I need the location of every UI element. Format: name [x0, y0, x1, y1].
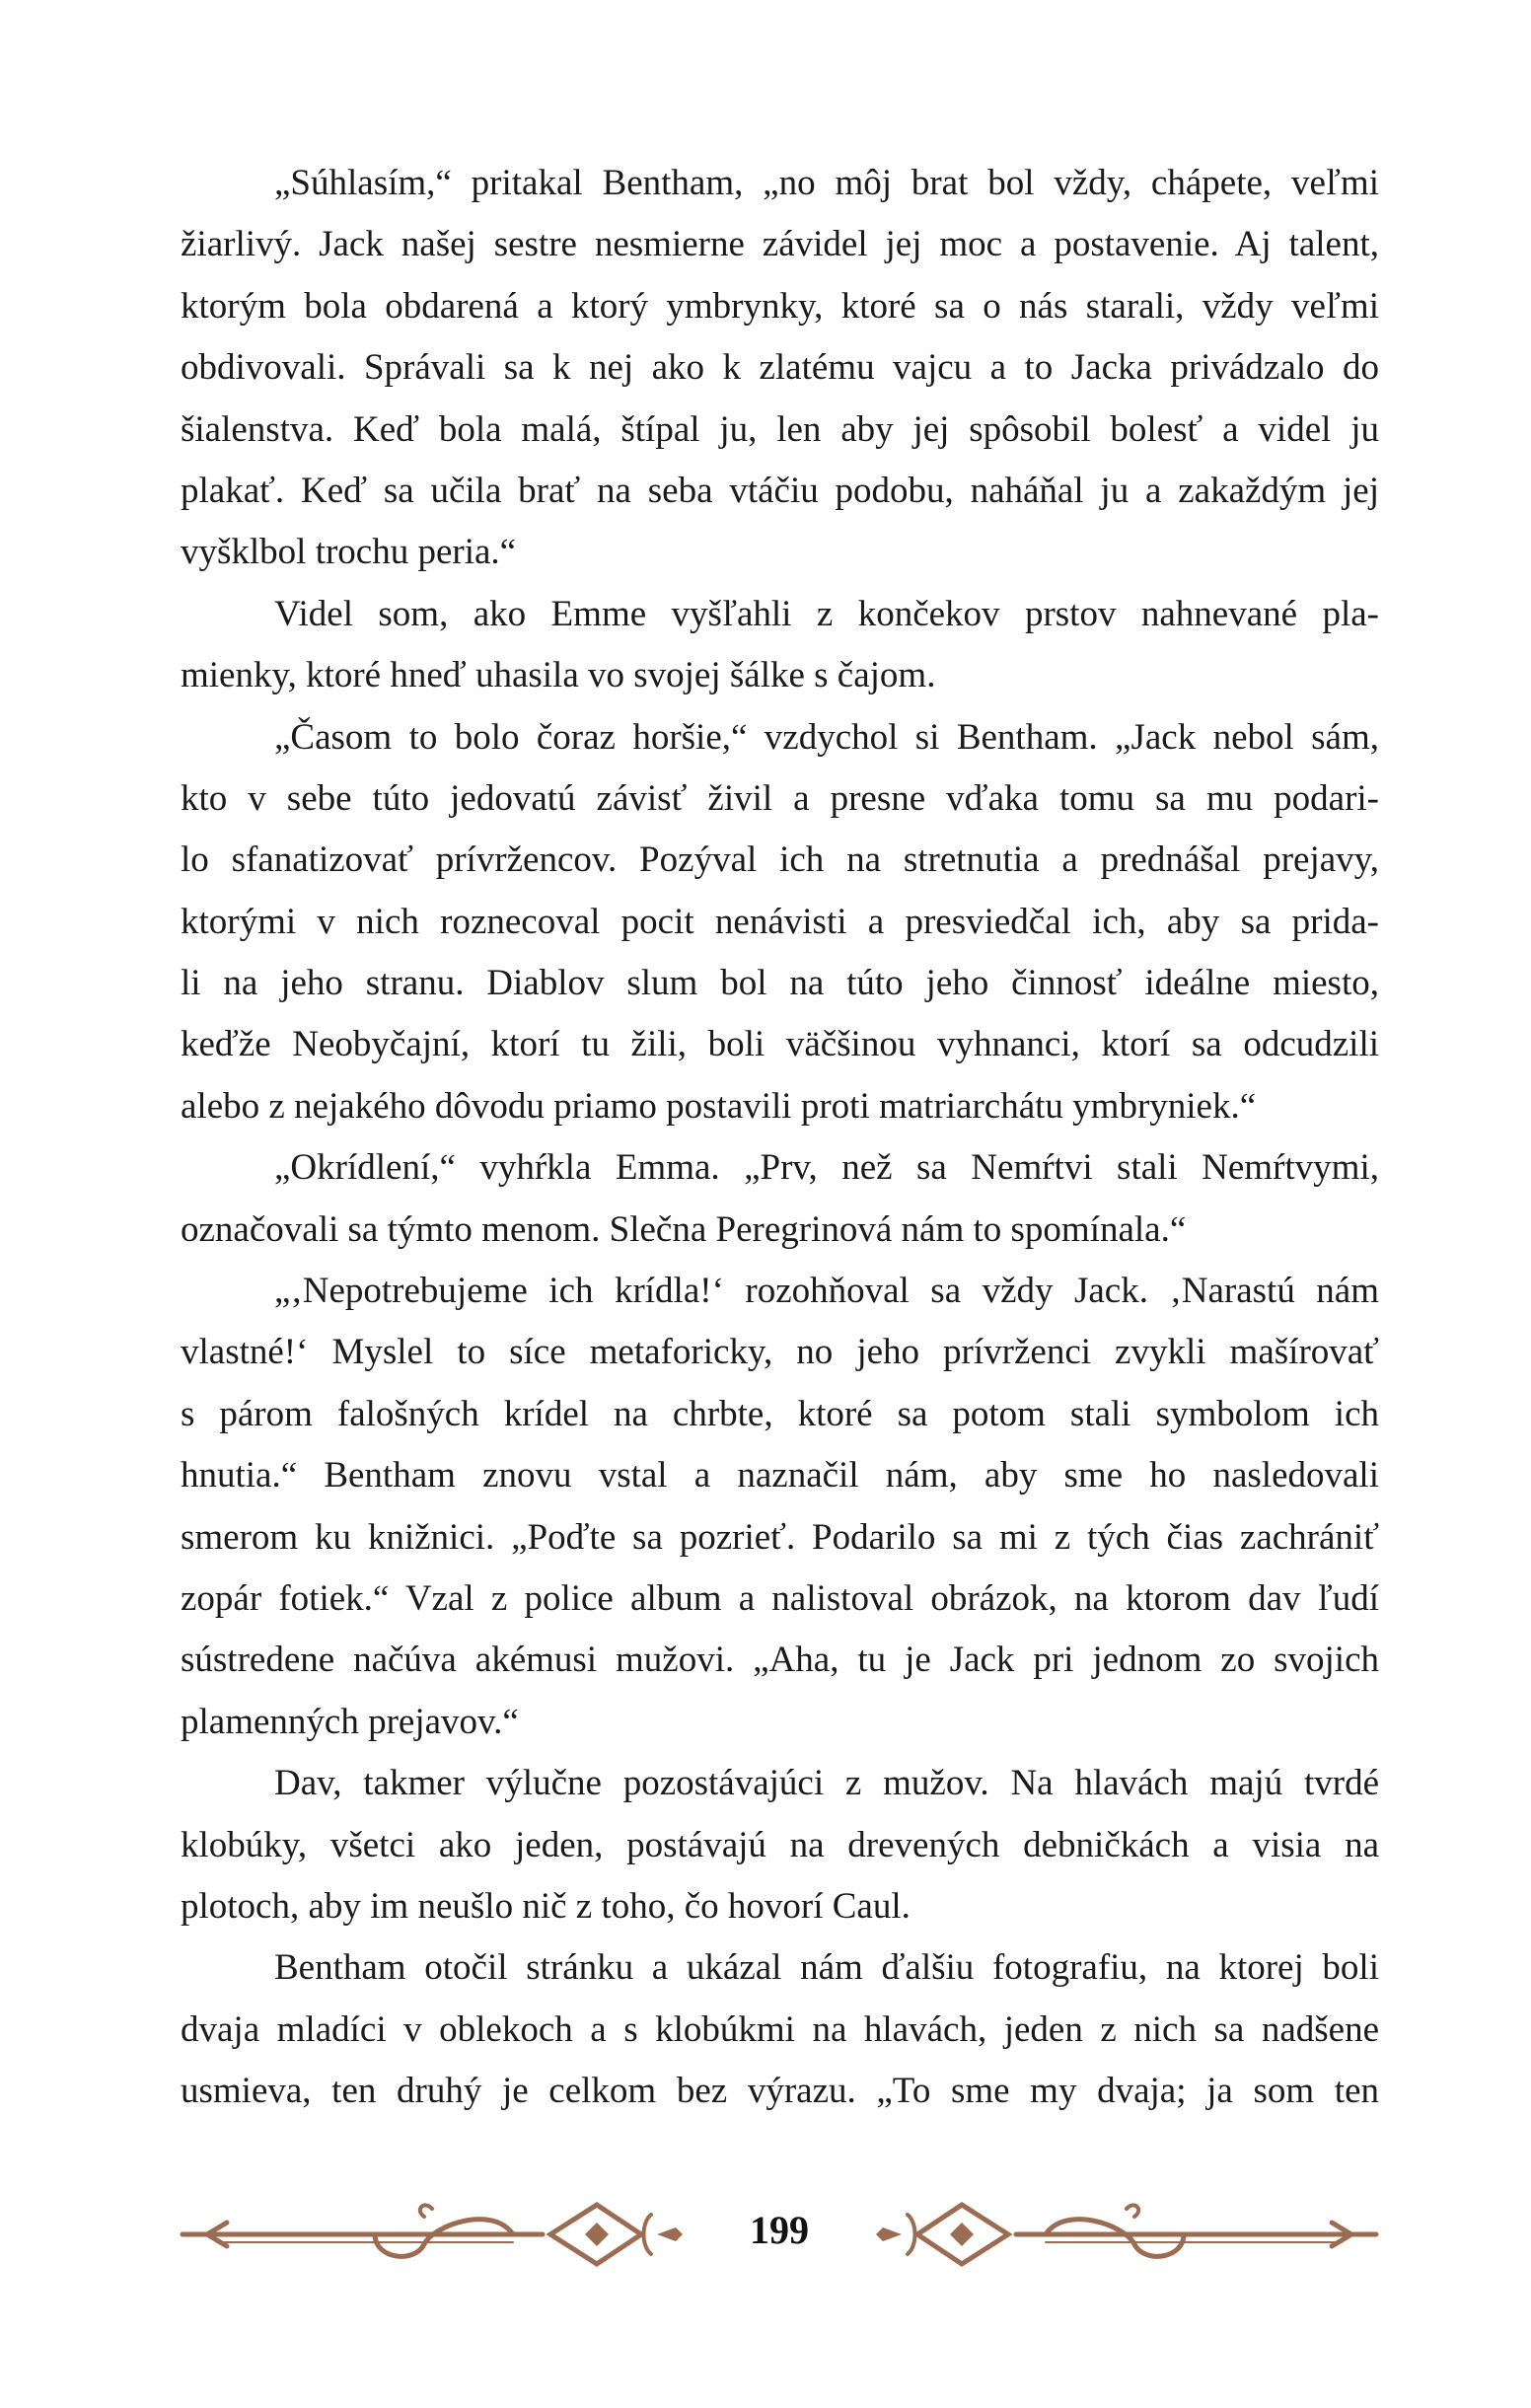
text-line: „Časom to bolo čoraz horšie,“ vzdychol si Bentham. „Jack nebol sám,: [274, 716, 1379, 758]
text-line: plamenných prejavov.“: [181, 1701, 519, 1742]
text-line: ktorými v nich roznecoval pocit nenávisti a presviedčal ich, aby sa prida-: [181, 901, 1379, 942]
body-text: [181, 153, 1379, 2123]
text-line: zopár fotiek.“ Vzal z police album a nalistoval obrázok, na ktorom dav ľudí: [181, 1577, 1379, 1619]
text-line: sústredene načúva akémusi mužovi. „Aha, tu je Jack pri jednom zo svojich: [181, 1640, 1379, 1681]
text-line: vyšklbol trochu peria.“: [181, 532, 517, 573]
text-line: označovali sa týmto menom. Slečna Peregrinová nám to spomínala.“: [181, 1208, 1187, 1250]
text-line: „‚Nepotrebujeme ich krídla!‘ rozohňoval sa vždy Jack. ‚Narastú nám: [274, 1271, 1379, 1312]
text-line: ktorým bola obdarená a ktorý ymbrynky, ktoré sa o nás starali, vždy veľmi: [181, 285, 1379, 327]
text-line: vlastné!‘ Myslel to síce metaforicky, no jeho prívrženci zvykli mašírovať: [181, 1332, 1379, 1373]
text-line: plakať. Keď sa učila brať na seba vtáčiu podobu, naháňal ju a zakaždým jej: [181, 470, 1379, 511]
text-line: keďže Neobyčajní, ktorí tu žili, boli väčšinou vyhnanci, ktorí sa odcudzili: [181, 1024, 1379, 1065]
text-line: plotoch, aby im neušlo nič z toho, čo hovorí Caul.: [181, 1885, 911, 1927]
text-line: li na jeho stranu. Diablov slum bol na túto jeho činnosť ideálne miesto,: [181, 963, 1379, 1004]
text-line: usmieva, ten druhý je celkom bez výrazu. „To sme my dvaja; ja som ten: [181, 2071, 1379, 2112]
text-line: lo sfanatizovať prívržencov. Pozýval ich na stretnutia a prednášal prejavy,: [181, 839, 1379, 881]
text-line: Dav, takmer výlučne pozostávajúci z mužov. Na hlavách majú tvrdé: [274, 1763, 1379, 1804]
text-line: alebo z nejakého dôvodu priamo postavili proti matriarchátu ymbryniek.“: [181, 1085, 1257, 1127]
text-line: klobúky, všetci ako jeden, postávajú na drevených debničkách a visia na: [181, 1824, 1379, 1865]
text-line: šialenstva. Keď bola malá, štípal ju, len aby jej spôsobil bolesť a videl ju: [181, 408, 1379, 450]
text-line: žiarlivý. Jack našej sestre nesmierne závidel jej moc a postavenie. Aj talent,: [181, 224, 1379, 265]
text-line: smerom ku knižnici. „Poďte sa pozrieť. Podarilo sa mi z tých čias zachrániť: [181, 1516, 1379, 1558]
text-line: hnutia.“ Bentham znovu vstal a naznačil nám, aby sme ho nasledovali: [181, 1455, 1379, 1496]
page-number: 199: [750, 2208, 809, 2252]
text-line: „Okrídlení,“ vyhŕkla Emma. „Prv, než sa Nemŕtvi stali Nemŕtvymi,: [274, 1147, 1379, 1189]
text-line: kto v sebe túto jedovatú závisť živil a presne vďaka tomu sa mu podari-: [181, 777, 1379, 819]
text-line: Bentham otočil stránku a ukázal nám ďalšiu fotografiu, na ktorej boli: [274, 1947, 1379, 1989]
text-line: Videl som, ako Emme vyšľahli z končekov prstov nahnevané pla-: [274, 593, 1379, 634]
text-line: „Súhlasím,“ pritakal Bentham, „no môj brat bol vždy, chápete, veľmi: [274, 163, 1379, 203]
text-line: s párom falošných krídel na chrbte, ktoré sa potom stali symbolom ich: [181, 1393, 1379, 1434]
text-line: obdivovali. Správali sa k nej ako k zlatému vajcu a to Jacka privádzalo do: [181, 347, 1379, 389]
text-line: mienky, ktoré hneď uhasila vo svojej šálke s čajom.: [181, 655, 936, 696]
text-line: dvaja mladíci v oblekoch a s klobúkmi na hlavách, jeden z nich sa nadšene: [181, 2008, 1379, 2050]
page-footer: [178, 2195, 1381, 2274]
